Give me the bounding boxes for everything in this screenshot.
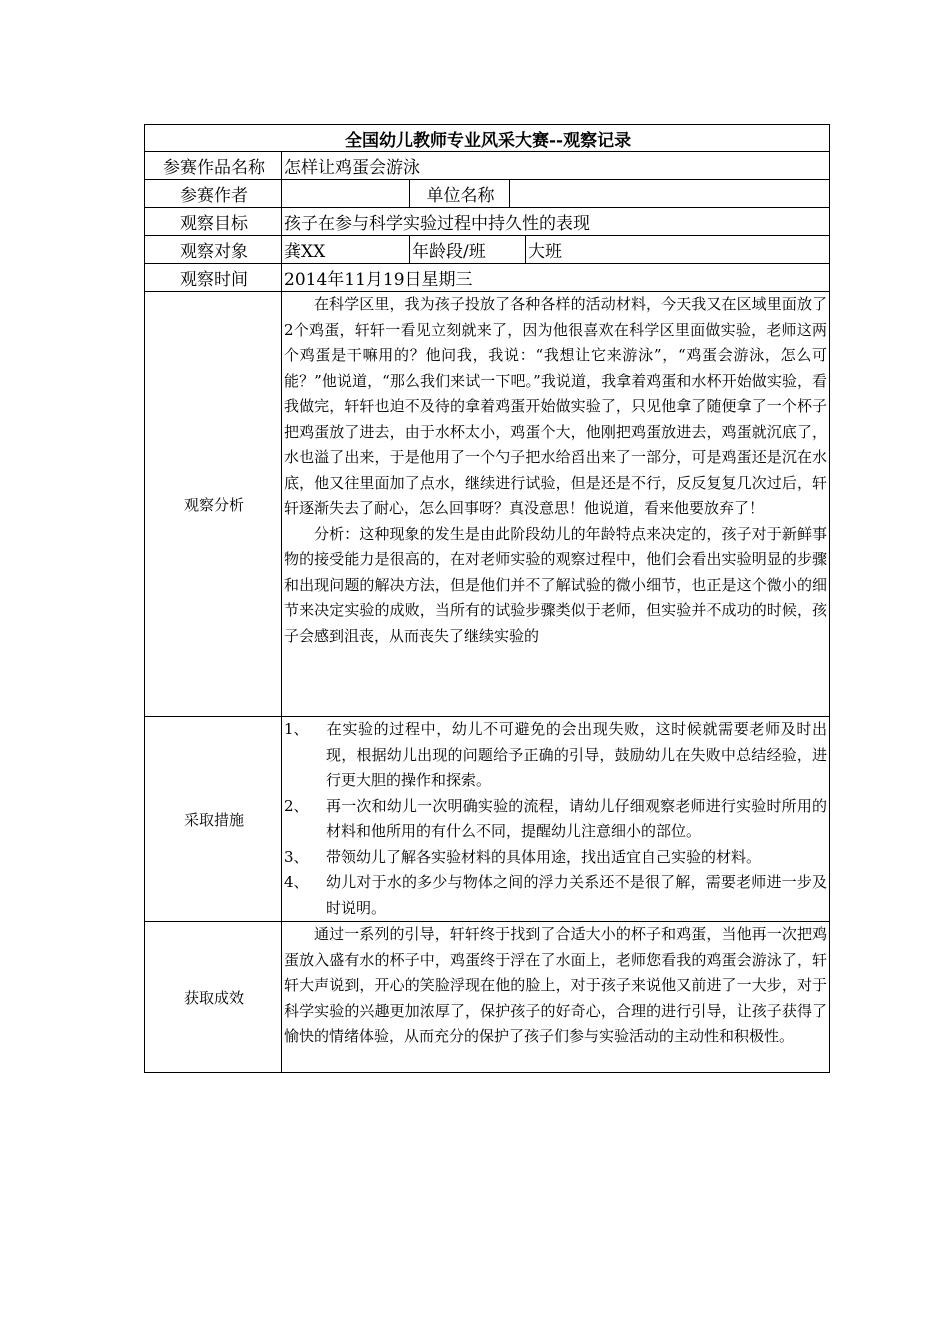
measures-content [282, 717, 830, 922]
observation-record-table [144, 124, 830, 1073]
age-group-label: 年龄段/班 [410, 236, 526, 264]
author-value [282, 180, 410, 208]
time-value: 2014年11月19日星期三 [282, 264, 830, 292]
measure-text: 带领幼儿了解各实验材料的具体用途，找出适宜自己实验的材料。 [326, 847, 762, 866]
time-label: 观察时间 [145, 264, 282, 292]
analysis-label: 观察分析 [145, 292, 282, 717]
measure-item [284, 845, 827, 871]
subject-label: 观察对象 [145, 236, 282, 264]
measure-text: 在实验的过程中，幼儿不可避免的会出现失败，这时候就需要老师及时出现，根据幼儿出现的问题给予正确的引导，鼓励幼儿在失败中总结经验，进行更大胆的操作和探索。 [326, 720, 828, 789]
age-group-value: 大班 [526, 236, 830, 264]
work-name-value: 怎样让鸡蛋会游泳 [282, 152, 830, 180]
table-title: 全国幼儿教师专业风采大赛--观察记录 [145, 125, 830, 152]
measure-text: 幼儿对于水的多少与物体之间的浮力关系还不是很了解，需要老师进一步及时说明。 [326, 873, 828, 917]
analysis-content [282, 292, 830, 717]
goal-value: 孩子在参与科学实验过程中持久性的表现 [282, 208, 830, 236]
work-name-label: 参赛作品名称 [145, 152, 282, 180]
analysis-paragraph-1: 在科学区里，我为孩子投放了各种各样的活动材料，今天我又在区域里面放了2个鸡蛋，轩轩一看见立刻就来了，因为他很喜欢在科学区里面做实验，老师这两个鸡蛋是干嘛用的？他问我，我说：“我想让它来游泳”，“鸡蛋会游泳，怎么可能？”他说道，“那么我们来试一下吧。”我说道，我拿着鸡蛋和水杯开始做实验，看我做完，轩轩也迫不及待的拿着鸡蛋开始做实验了，只见他拿了随便拿了一个杯子把鸡蛋放了进去，由于水杯太小，鸡蛋个大，他刚把鸡蛋放进去，鸡蛋就沉底了，水也溢了出来，于是他用了一个勺子把水给舀出来了一部分，可是鸡蛋还是沉在水底，他又往里面加了点水，继续进行试验，但是还是不行，反反复复几次过后，轩轩逐渐失去了耐心，怎么回事呀？真没意思！他说道，看来他要放弃了！ [284, 295, 828, 517]
results-label: 获取成效 [145, 922, 282, 1073]
measures-label: 采取措施 [145, 717, 282, 922]
results-content [282, 922, 830, 1073]
unit-label: 单位名称 [410, 180, 510, 208]
analysis-paragraph-2: 分析：这种现象的发生是由此阶段幼儿的年龄特点来决定的，孩子对于新鲜事物的接受能力是很高的，在对老师实验的观察过程中，他们会看出实验明显的步骤和出现问题的解决方法，但是他们并不了解试验的微小细节，也正是这个微小的细节来决定实验的成败，当所有的试验步骤类似于老师，但实验并不成功的时候，孩子会感到沮丧，从而丧失了继续实验的 [284, 524, 828, 645]
subject-value: 龚XX [282, 236, 410, 264]
measure-text: 再一次和幼儿一次明确实验的流程，请幼儿仔细观察老师进行实验时所用的材料和他所用的有什么不同，提醒幼儿注意细小的部位。 [326, 796, 828, 840]
measure-number: 4、 [284, 873, 309, 891]
measures-list [284, 717, 829, 921]
measure-number: 2、 [284, 796, 309, 815]
goal-label: 观察目标 [145, 208, 282, 236]
measure-item [284, 794, 827, 845]
measure-number: 1、 [284, 720, 309, 738]
measure-item [284, 870, 827, 921]
unit-value [510, 180, 830, 208]
measure-number: 3、 [284, 847, 309, 866]
author-label: 参赛作者 [145, 180, 282, 208]
measure-item [284, 717, 827, 794]
results-paragraph: 通过一系列的引导，轩轩终于找到了合适大小的杯子和鸡蛋，当他再一次把鸡蛋放入盛有水的杯子中，鸡蛋终于浮在了水面上，老师您看我的鸡蛋会游泳了，轩轩大声说到，开心的笑脸浮现在他的脸上，对于孩子来说他又前进了一大步，对于科学实验的兴趣更加浓厚了，保护孩子的好奇心，合理的进行引导，让孩子获得了愉快的情绪体验，从而充分的保护了孩子们参与实验活动的主动性和积极性。 [284, 925, 828, 1045]
